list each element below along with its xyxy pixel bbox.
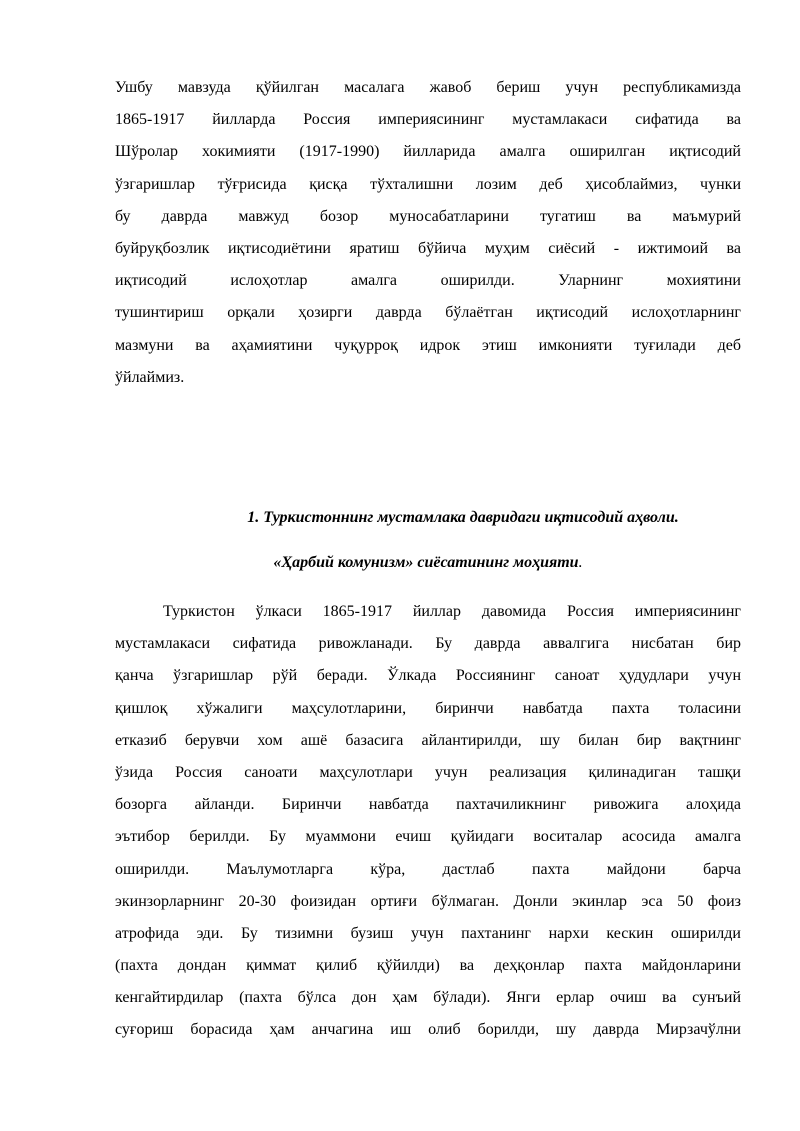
text-line: оширилди. Маълумотларга кўра, дастлаб пахта майдони барча — [115, 860, 741, 878]
text-line: етказиб берувчи хом ашё базасига айлантирилди, шу билан бир вақтнинг — [115, 731, 741, 749]
text-line: атрофида эди. Бу тизимни бузиш учун пахтанинг нархи кескин оширилди — [115, 924, 741, 942]
body-paragraph — [115, 596, 741, 1047]
text-line: Ушбу мавзуда қўйилган масалага жавоб бериш учун республикамизда — [115, 79, 741, 96]
section-heading: 1. Туркистоннинг мустамлака давридаги иқтисодий аҳволи. — [247, 509, 679, 526]
text-line: эътибор берилди. Бу муаммони ечиш қуйидаги воситалар асосида амалга — [115, 828, 741, 846]
text-line: тушинтириш орқали ҳозирги даврда бўлаётган иқтисодий ислоҳотларнинг — [115, 304, 741, 322]
text-line: буйруқбозлик иқтисодиётини яратиш бўйича муҳим сиёсий - ижтимоий ва — [115, 239, 741, 257]
text-line: мазмуни ва аҳамиятини чуқурроқ идрок этиш имконияти туғилади деб — [115, 336, 741, 354]
text-line: 1865-1917 йилларда Россия империясининг мустамлакаси сифатида ва — [115, 111, 741, 129]
text-line: (пахта дондан қиммат қилиб қўйилди) ва деҳқонлар пахта майдонларини — [115, 957, 741, 975]
text-line: мустамлакаси сифатида ривожланади. Бу даврда аввалгига нисбатан бир — [115, 635, 741, 653]
text-line: ўйлаймиз. — [115, 368, 185, 386]
text-line: Шўролар хокимияти (1917-1990) йилларида амалга оширилган иқтисодий — [115, 143, 741, 161]
section-subheading — [115, 553, 741, 573]
subheading-period: . — [578, 554, 583, 571]
text-line: қанча ўзгаришлар рўй беради. Ўлкада Россиянинг саноат ҳудудлари учун — [115, 667, 741, 685]
text-line: кенгайтирдилар (пахта бўлса дон ҳам бўлади). Янги ерлар очиш ва сунъий — [115, 989, 741, 1007]
text-line: бозорга айланди. Биринчи навбатда пахтачиликнинг ривожига алоҳида — [115, 796, 741, 814]
text-line: ўзида Россия саноати маҳсулотлари учун реализация қилинадиган ташқи — [115, 763, 741, 781]
intro-paragraph — [115, 72, 741, 394]
text-line: иқтисодий ислоҳотлар амалга оширилди. Уларнинг мохиятини — [115, 272, 741, 290]
text-line: қишлоқ хўжалиги маҳсулотларини, биринчи навбатда пахта толасини — [115, 699, 741, 717]
text-line: бу даврда мавжуд бозор муносабатларини тугатиш ва маъмурий — [115, 207, 741, 225]
subheading-text: «Ҳарбий комунизм» сиёсатининг моҳияти — [273, 554, 579, 571]
text-line: Туркистон ўлкаси 1865-1917 йиллар давомида Россия империясининг — [163, 603, 741, 620]
text-line: экинзорларнинг 20-30 фоизидан ортиғи бўлмаган. Донли экинлар эса 50 фоиз — [115, 892, 741, 910]
text-line: ўзгаришлар тўғрисида қисқа тўхталишни лозим деб ҳисоблаймиз, чунки — [115, 175, 741, 193]
text-line: суғориш борасида ҳам анчагина иш олиб борилди, шу даврда Мирзачўлни — [115, 1021, 741, 1039]
